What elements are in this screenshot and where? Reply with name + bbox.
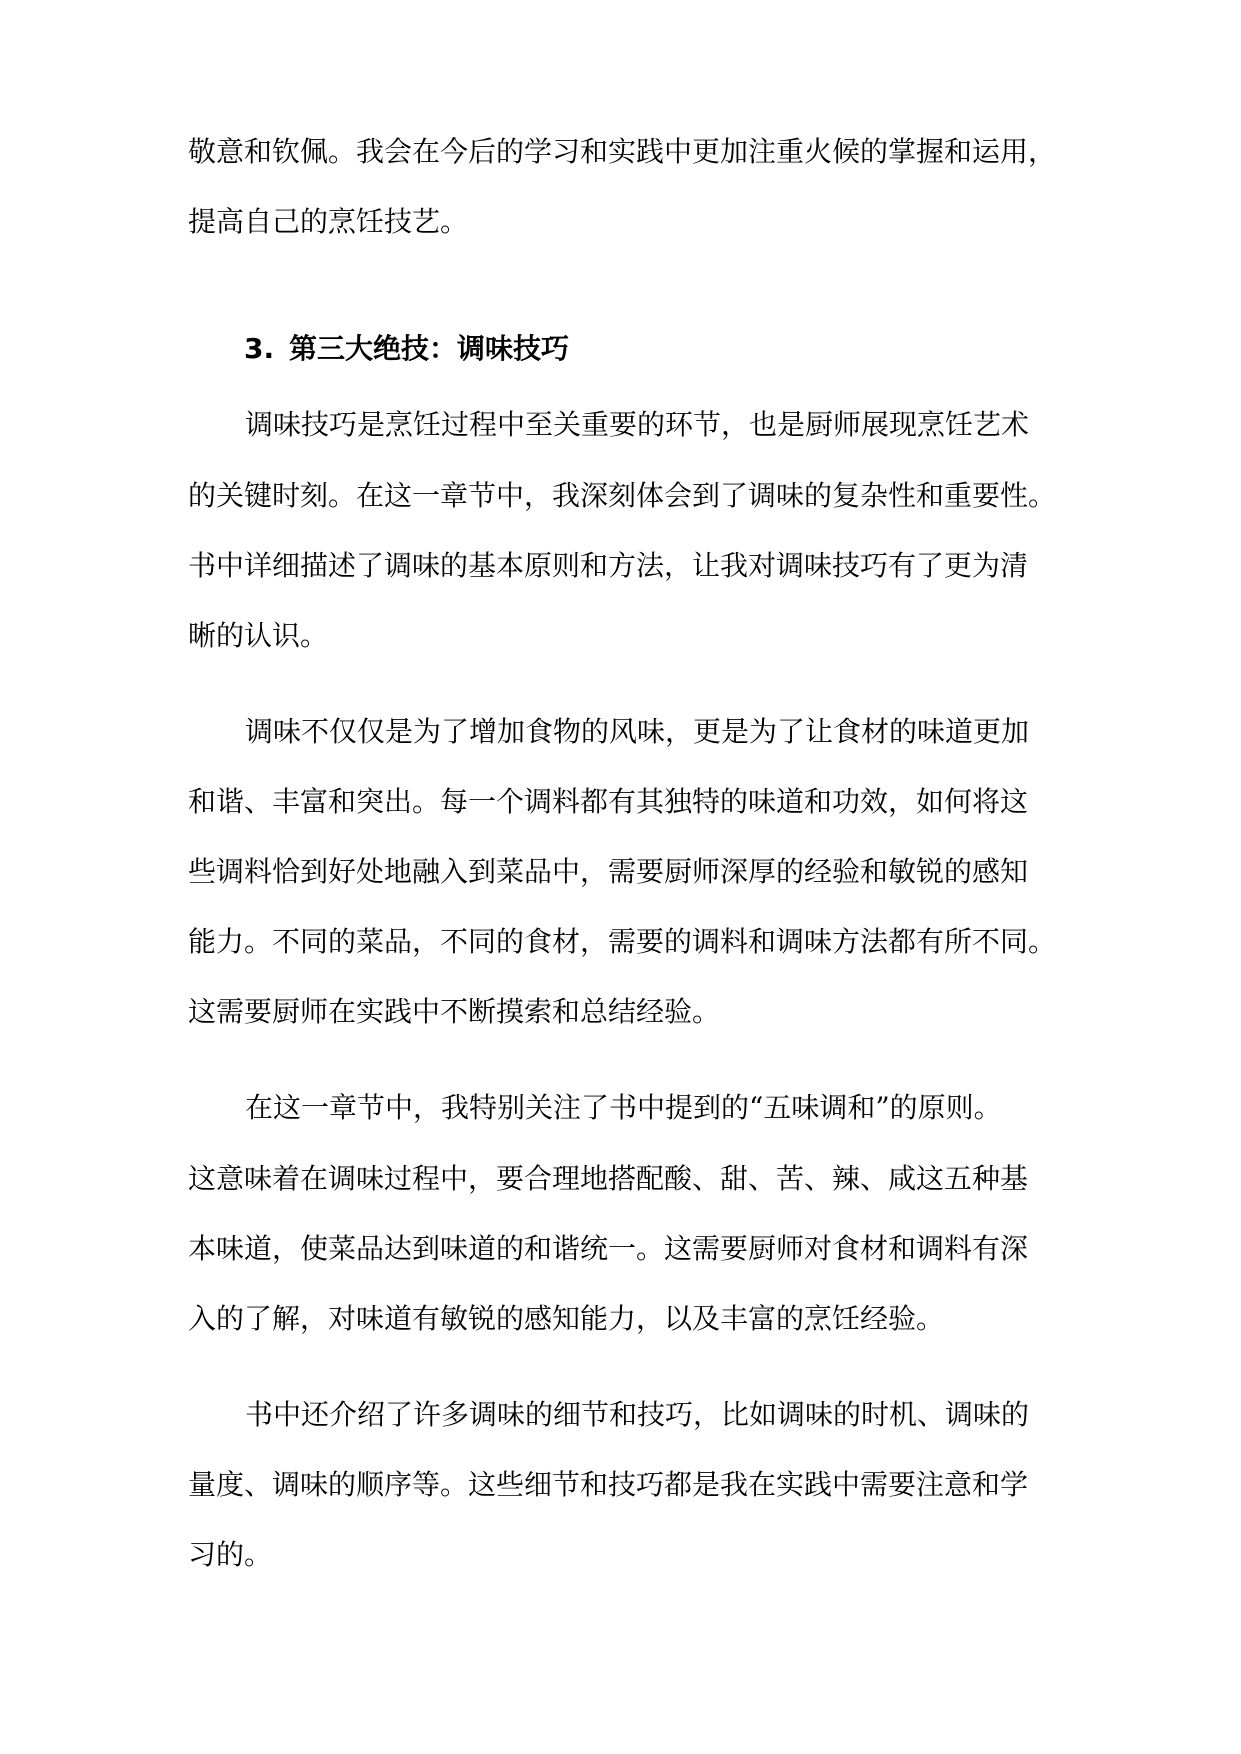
paragraph-3-line-4: 入的了解，对味道有敏锐的感知能力，以及丰富的烹饪经验。 xyxy=(188,1302,945,1335)
section-number: 3. xyxy=(244,332,275,365)
paragraph-3-line-2: 这意味着在调味过程中，要合理地搭配酸、甜、苦、辣、咸这五种基 xyxy=(188,1162,1029,1195)
paragraph-4-line-1: 书中还介绍了许多调味的细节和技巧，比如调味的时机、调味的 xyxy=(245,1398,1030,1431)
paragraph-3-line-1: 在这一章节中，我特别关注了书中提到的“五味调和”的原则。 xyxy=(245,1091,1002,1124)
paragraph-1-line-2: 的关键时刻。在这一章节中，我深刻体会到了调味的复杂性和重要性。 xyxy=(188,479,1057,512)
continuation-line-2: 提高自己的烹饪技艺。 xyxy=(188,205,469,238)
paragraph-4-line-3: 习的。 xyxy=(188,1538,273,1571)
paragraph-2-line-3: 些调料恰到好处地融入到菜品中，需要厨师深厚的经验和敏锐的感知 xyxy=(188,855,1029,888)
paragraph-2-line-2: 和谐、丰富和突出。每一个调料都有其独特的味道和功效，如何将这 xyxy=(188,785,1029,818)
section-title: 第三大绝技：调味技巧 xyxy=(289,332,570,365)
continuation-line-1: 敬意和钦佩。我会在今后的学习和实践中更加注重火候的掌握和运用， xyxy=(188,135,1057,168)
paragraph-1-line-4: 晰的认识。 xyxy=(188,619,329,652)
paragraph-1-line-3: 书中详细描述了调味的基本原则和方法，让我对调味技巧有了更为清 xyxy=(188,549,1029,582)
paragraph-1-line-1: 调味技巧是烹饪过程中至关重要的环节，也是厨师展现烹饪艺术 xyxy=(245,408,1030,441)
paragraph-3-line-3: 本味道，使菜品达到味道的和谐统一。这需要厨师对食材和调料有深 xyxy=(188,1232,1029,1265)
paragraph-4-line-2: 量度、调味的顺序等。这些细节和技巧都是我在实践中需要注意和学 xyxy=(188,1468,1029,1501)
paragraph-2-line-5: 这需要厨师在实践中不断摸索和总结经验。 xyxy=(188,995,721,1028)
paragraph-2-line-4: 能力。不同的菜品，不同的食材，需要的调料和调味方法都有所不同。 xyxy=(188,925,1057,958)
section-heading xyxy=(244,329,569,369)
paragraph-2-line-1: 调味不仅仅是为了增加食物的风味，更是为了让食材的味道更加 xyxy=(245,715,1030,748)
